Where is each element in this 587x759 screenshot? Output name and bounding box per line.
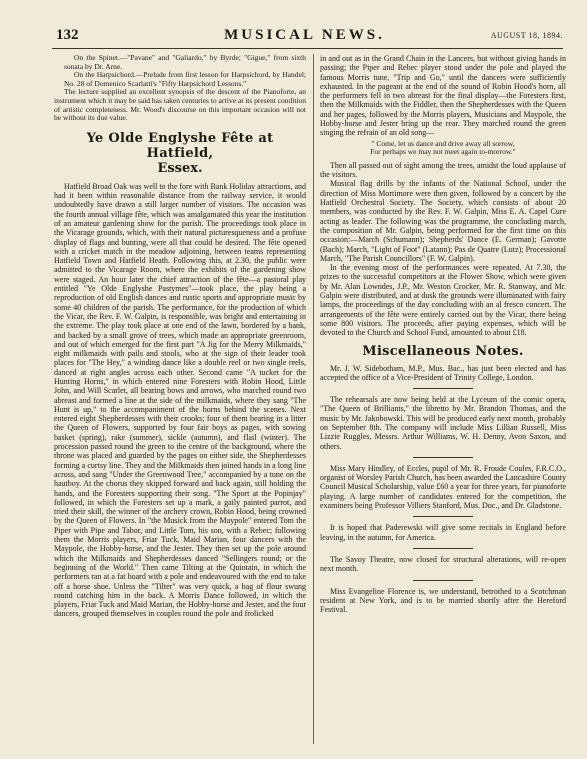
fete-paragraph-3: Musical flag drills by the infants of the National School, under the direction of Miss Mortimore were then given, followed by a concert by the Hatfield Orchestral Society. The Society, which consists of about 20 members, was conducted by the Rev. F. W. Galpin, Miss E. A. Capel Cure acting as leader. The following was the programme, the concluding march, the composition of Mr. Galpin, being performed for the first time on this occasion:—March (Schumann); Shepherds' Dance (E. German); Gavotte (Bach); March, "Light of Foot" (Latann); Pas de Quatre (Lutz); Processional March, "The Parish Councillors" (F. W. Galpin). bbox=[320, 179, 566, 263]
issue-date: AUGUST 18, 1894. bbox=[490, 31, 563, 40]
song-quote bbox=[320, 140, 566, 157]
fete-paragraph-4: In the evening most of the performances were repeated. At 7.30, the prizes to the successful competitors at the Flower Show, which were given by Mr. Alan Lowndes, J.P., Mr. Weston Crocker, Mr. R. Stanway, and Mr. Galpin were distributed, and at dusk the grounds were illuminated with fairy lamps, the proceedings of the day concluding with an al fresco concert. The arrangements of the fête were entirely carried out by the Vicar, there being some 800 visitors. The proceeds, after paying expenses, which will be devoted to the Church and School Fund, amounted to about £18. bbox=[320, 263, 566, 338]
note-separator bbox=[413, 516, 473, 517]
miscellaneous-notes-heading: Miscellaneous Notes. bbox=[362, 343, 524, 359]
note-separator bbox=[413, 457, 473, 458]
article-subheading-essex: Essex. bbox=[157, 160, 203, 176]
left-column bbox=[54, 54, 306, 749]
note-florence: Miss Evangeline Florence is, we understand, betrothed to a Scotchman resident at New York, and is to be married shortly after the Hereford Festival. bbox=[320, 586, 566, 615]
quote-line-2: For perhaps we may not meet again to-morrow." bbox=[370, 147, 516, 157]
publication-title: MUSICAL NEWS. bbox=[224, 27, 385, 43]
note-separator bbox=[413, 548, 473, 549]
note-savoy: The Savoy Theatre, now closed for structural alterations, will re-open next month. bbox=[320, 554, 566, 574]
fete-article-body: Hatfield Broad Oak was well to the fore with Bank Holiday attractions, and had it been within reasonable distance from the railway service, it would undoubtedly have drawn a still larger number of visitors. The occasion was the fourth annual village fête, which was amalgamated this year the institution of an amateur gardening show for the parish. The proceedings took place in the Vicarage grounds, which, with their natural picturesqueness and a profuse display of flags and bunting, were all that could be desired. The fête opened with a cricket match in the meadow adjoining, between teams representing Hatfield Town and Hatfield Heath. Following this, at 2.30, the public were admitted to the Vicarage Room, where the exhibits of the gardening show were staged. An hour later the chief attraction of the fête—a pastoral play entitled "Ye Olde Englyshe Pastymes"—took place, the play being a reproduction of old English dances and rustic sports and appropriate music by some 40 children of the parish. The performance, for the production of which the Vicar, the Rev. F. W. Galpin, is responsible, was bright and entertaining in the extreme. The play took place at one end of the lawn, bordered by a bank, and backed by a small grove of trees, which made an appropriate greenroom, and out of which emerged for the first part "A Jig for the Merry Milkmaids," eight milkmaids with pails and stools, who at the sign of their leader took places for "The Hey," a winding dance like a double reel or two single reels, danced at right angles across each other. Second came "A tucket for the Hunting Horns," in which entered nine Foresters with Robin Hood, Little John, and Will Scarlet, all bearing bows and arrows, who marched round two abreast and formed a line at the side of the milkmaids, where they sang "The Hunt is up," to the accompaniment of the horns behind the scenes. Next entered eight Shepherdesses with their crooks; four of them bearing in a litter the Queen of Flowers, supported by four fair boys as pages, with sowing basket (spring), rake (summer), sickle (autumn), and flail (winter). The procession passed round the green to the centre of the background, where the throne was placed and guarded by the pages on either side, the Shepherdesses forming a curtsy line. They and the Milkmaids then joined hands in a long line across, and sang "Under the Greenwood Tree," accompanied by a tune on the hautboy. At the chorus they skipped forward and back again, still holding the hands, and the Foresters supporting their song. "The Sport at the Popinjay" followed, in which the Foresters set up a mark, a gaily painted parrot, and tried their skill, the winner of the archery crown, Robin Hood, being crowned by the Queen of Flowers. In "the Musick from the Maypole" entered Tom the Piper with Pipe and Tabor, and Little Tom, his son, with a Rebec; following them the Morris players, Friar Tuck, Maid Marian, four dancers with the Maypole, the Hobby-horse, and the Jester. They then set up the pole around which the Milkmaids and Shepherdesses danced "Sellingers round; or the beginning of the World." Then came Tilting at the Quintain, in which the performers ran at a fat board with a pole and endeavoured with the end to take off a horse shoe. Unless the "Tilter" was very quick, a bag of flour swung round catching him in the back. A Morris Dance followed, in which the players, Friar Tuck and Maid Marian, the Hobby-horse and Jester, and the four dancers, grouped themselves in couples round the pole and frolicked bbox=[54, 181, 306, 619]
note-separator bbox=[413, 388, 473, 389]
fete-paragraph-2: Then all passed out of sight among the trees, amidst the loud applause of the visitors. bbox=[320, 160, 566, 180]
right-column bbox=[320, 54, 566, 749]
note-sidebotham: Mr. J. W. Sidebotham, M.P., Mus. Bac., has just been elected and has accepted the office of a Vice-President of Trinity College, London. bbox=[320, 363, 566, 382]
note-lyceum: The rehearsals are now being held at the Lyceum of the comic opera, "The Queen of Brilliants," the libretto by Mr. Brandon Thomas, and the music by Mr. Jakobowski. This will be produced early next month, probably on September 8th. The company will include Miss Lillian Russell, Miss Lizzie Ruggles, Messrs. Arthur Williams, W. H. Denny, Avon Saxon, and others. bbox=[320, 395, 566, 451]
page-number: 132 bbox=[56, 27, 79, 43]
column-divider bbox=[313, 54, 314, 744]
programme-line-harpsichord: On the Harpsichord.—Prelude from first lesson for Harpsichord, by Handel; No. 28 of Domenico Scarlatti's "Fifty Harpsichord Lessons." bbox=[64, 70, 306, 88]
article-heading-fete: Ye Olde Englyshe Fête at Hatfield, bbox=[86, 130, 274, 161]
quote-line-1: " Come, let us dance and drive away all sorrow, bbox=[371, 138, 515, 148]
note-separator bbox=[413, 580, 473, 581]
header-rule bbox=[52, 48, 563, 49]
note-paderewski: It is hoped that Paderewski will give some recitals in England before leaving, in the autumn, for America. bbox=[320, 523, 566, 542]
page-header bbox=[46, 27, 563, 47]
fete-article-continuation: in and out as in the Grand Chain in the Lancers, but without giving hands in passing; the Piper and Rebec player stood under the pole and played the famous Morris tune, "Trip and Go," until the dancers were sufficiently exhausted. In the pageant at the end of the sound of Robin Hood's horn, all the performers fell in two abreast for the final display—the Foresters first, then the Milkmaids with the Fiddler, then the Shepherdesses with the Queen and her pages, followed by the Morris players, Musicians and Maypole, the Hobby-horse and Jester bring up the rear. They marched round the green singing the refrain of an old song— bbox=[320, 54, 566, 138]
programme-line-spinet: On the Spinet.—"Pavane" and "Galiardo," by Byrde; "Gigue," from sixth sonata by Dr. Arne. bbox=[64, 54, 306, 71]
lecture-paragraph: The lecture supplied an excellent synopsis of the descent of the Pianoforte, an instrument which it may be said has taken centuries to arrive at its present condition of artistic completeness. Mr. Wood's discourse on this important occasion will not be without its due value. bbox=[54, 87, 306, 123]
note-hindley: Miss Mary Hindley, of Eccles, pupil of Mr. R. Froude Coules, F.R.C.O., organist of Worsley Parish Church, has been awarded the Lancashire County Council Musical Scholarship, value £60 a year for three years, for pianoforte playing. A large number of candidates entered for the competition, the examiners being Professor Villiers Stanford, Mus. Doc., and Dr. Gladstone. bbox=[320, 463, 566, 511]
